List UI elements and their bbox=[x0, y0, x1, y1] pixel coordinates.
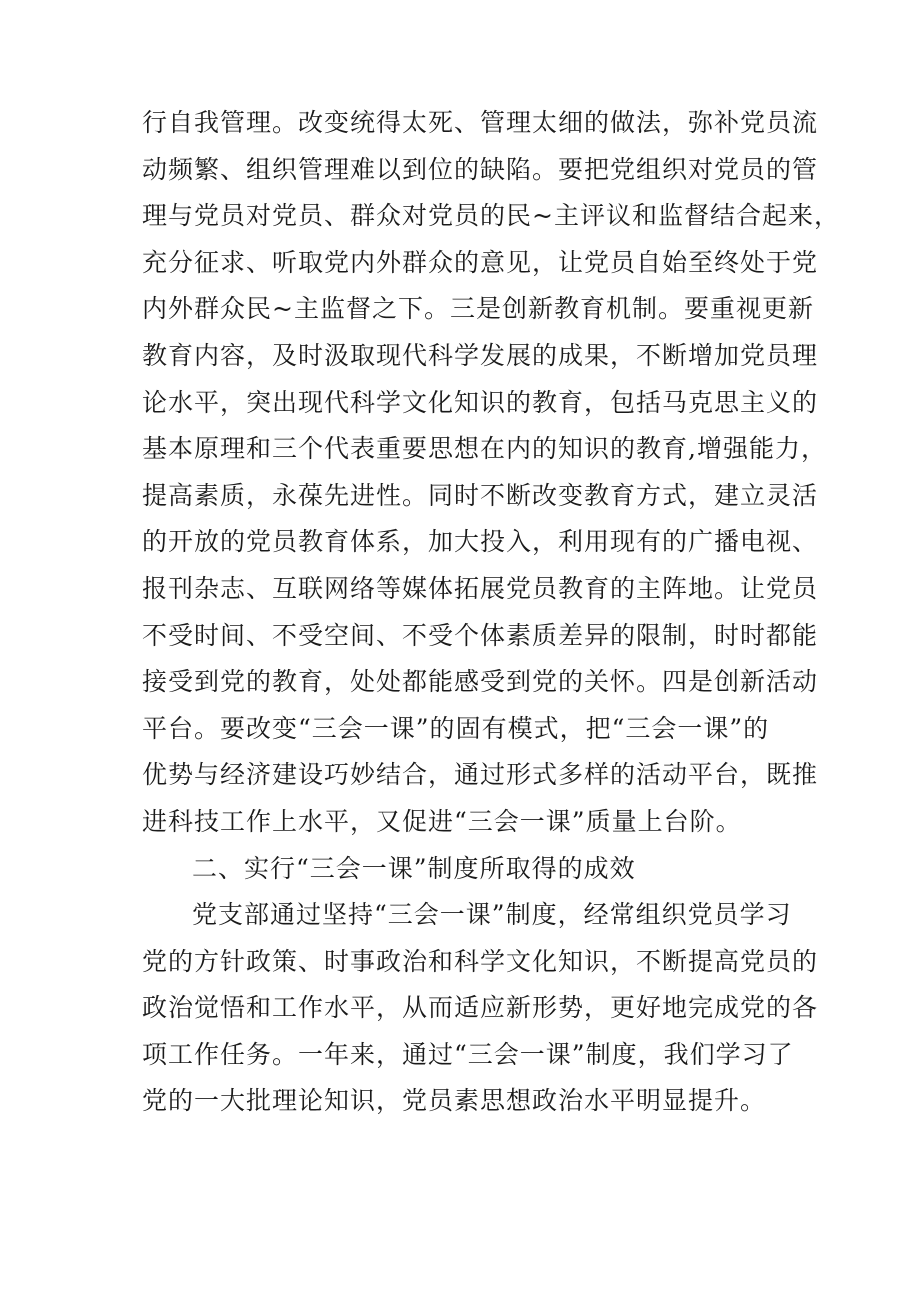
text-line: 接受到党的教育，处处都能感受到党的关怀。四是创新活动 bbox=[142, 667, 819, 697]
text-line: 党支部通过坚持“三会一课”制度，经常组织党员学习 bbox=[192, 900, 792, 930]
text-line: 党的一大批理论知识，党员素思想政治水平明显提升。 bbox=[142, 1086, 767, 1116]
text-line: 行自我管理。改变统得太死、管理太细的做法，弥补党员流 bbox=[142, 108, 819, 137]
text-line: 提高素质，永葆先进性。同时不断改变教育方式，建立灵活 bbox=[142, 480, 819, 510]
body-text bbox=[142, 100, 840, 1125]
text-line: 教育内容，及时汲取现代科学发展的成果，不断增加党员理 bbox=[142, 340, 819, 370]
text-line: 进科技工作上水平，又促进“三会一课”质量上台阶。 bbox=[142, 806, 742, 836]
text-line: 平台。要改变“三会一课”的固有模式，把“三会一课”的 bbox=[142, 713, 770, 743]
section-heading: 二、实行“三会一课”制度所取得的成效 bbox=[192, 853, 636, 883]
text-line: 不受时间、不受空间、不受个体素质差异的限制，时时都能 bbox=[142, 620, 819, 650]
text-line: 论水平，突出现代科学文化知识的教育，包括马克思主义的 bbox=[142, 387, 819, 417]
text-line: 政治觉悟和工作水平，从而适应新形势，更好地完成党的各 bbox=[142, 993, 819, 1023]
text-line: 党的方针政策、时事政治和科学文化知识，不断提高党员的 bbox=[142, 946, 819, 976]
text-line: 的开放的党员教育体系，加大投入，利用现有的广播电视、 bbox=[142, 527, 819, 557]
text-line: 项工作任务。一年来，通过“三会一课”制度，我们学习了 bbox=[142, 1039, 794, 1069]
text-line: 优势与经济建设巧妙结合，通过形式多样的活动平台，既推 bbox=[142, 760, 819, 790]
text-line: 报刊杂志、互联网络等媒体拓展党员教育的主阵地。让党员 bbox=[142, 573, 819, 603]
text-line: 充分征求、听取党内外群众的意见，让党员自始至终处于党 bbox=[142, 247, 819, 277]
text-line: 动频繁、组织管理难以到位的缺陷。要把党组织对党员的管 bbox=[142, 154, 819, 184]
text-line: 内外群众民~主监督之下。三是创新教育机制。要重视更新 bbox=[142, 294, 814, 324]
text-line: 基本原理和三个代表重要思想在内的知识的教育,增强能力， bbox=[142, 434, 827, 464]
text-line: 理与党员对党员、群众对党员的民~主评议和监督结合起来， bbox=[142, 201, 840, 231]
